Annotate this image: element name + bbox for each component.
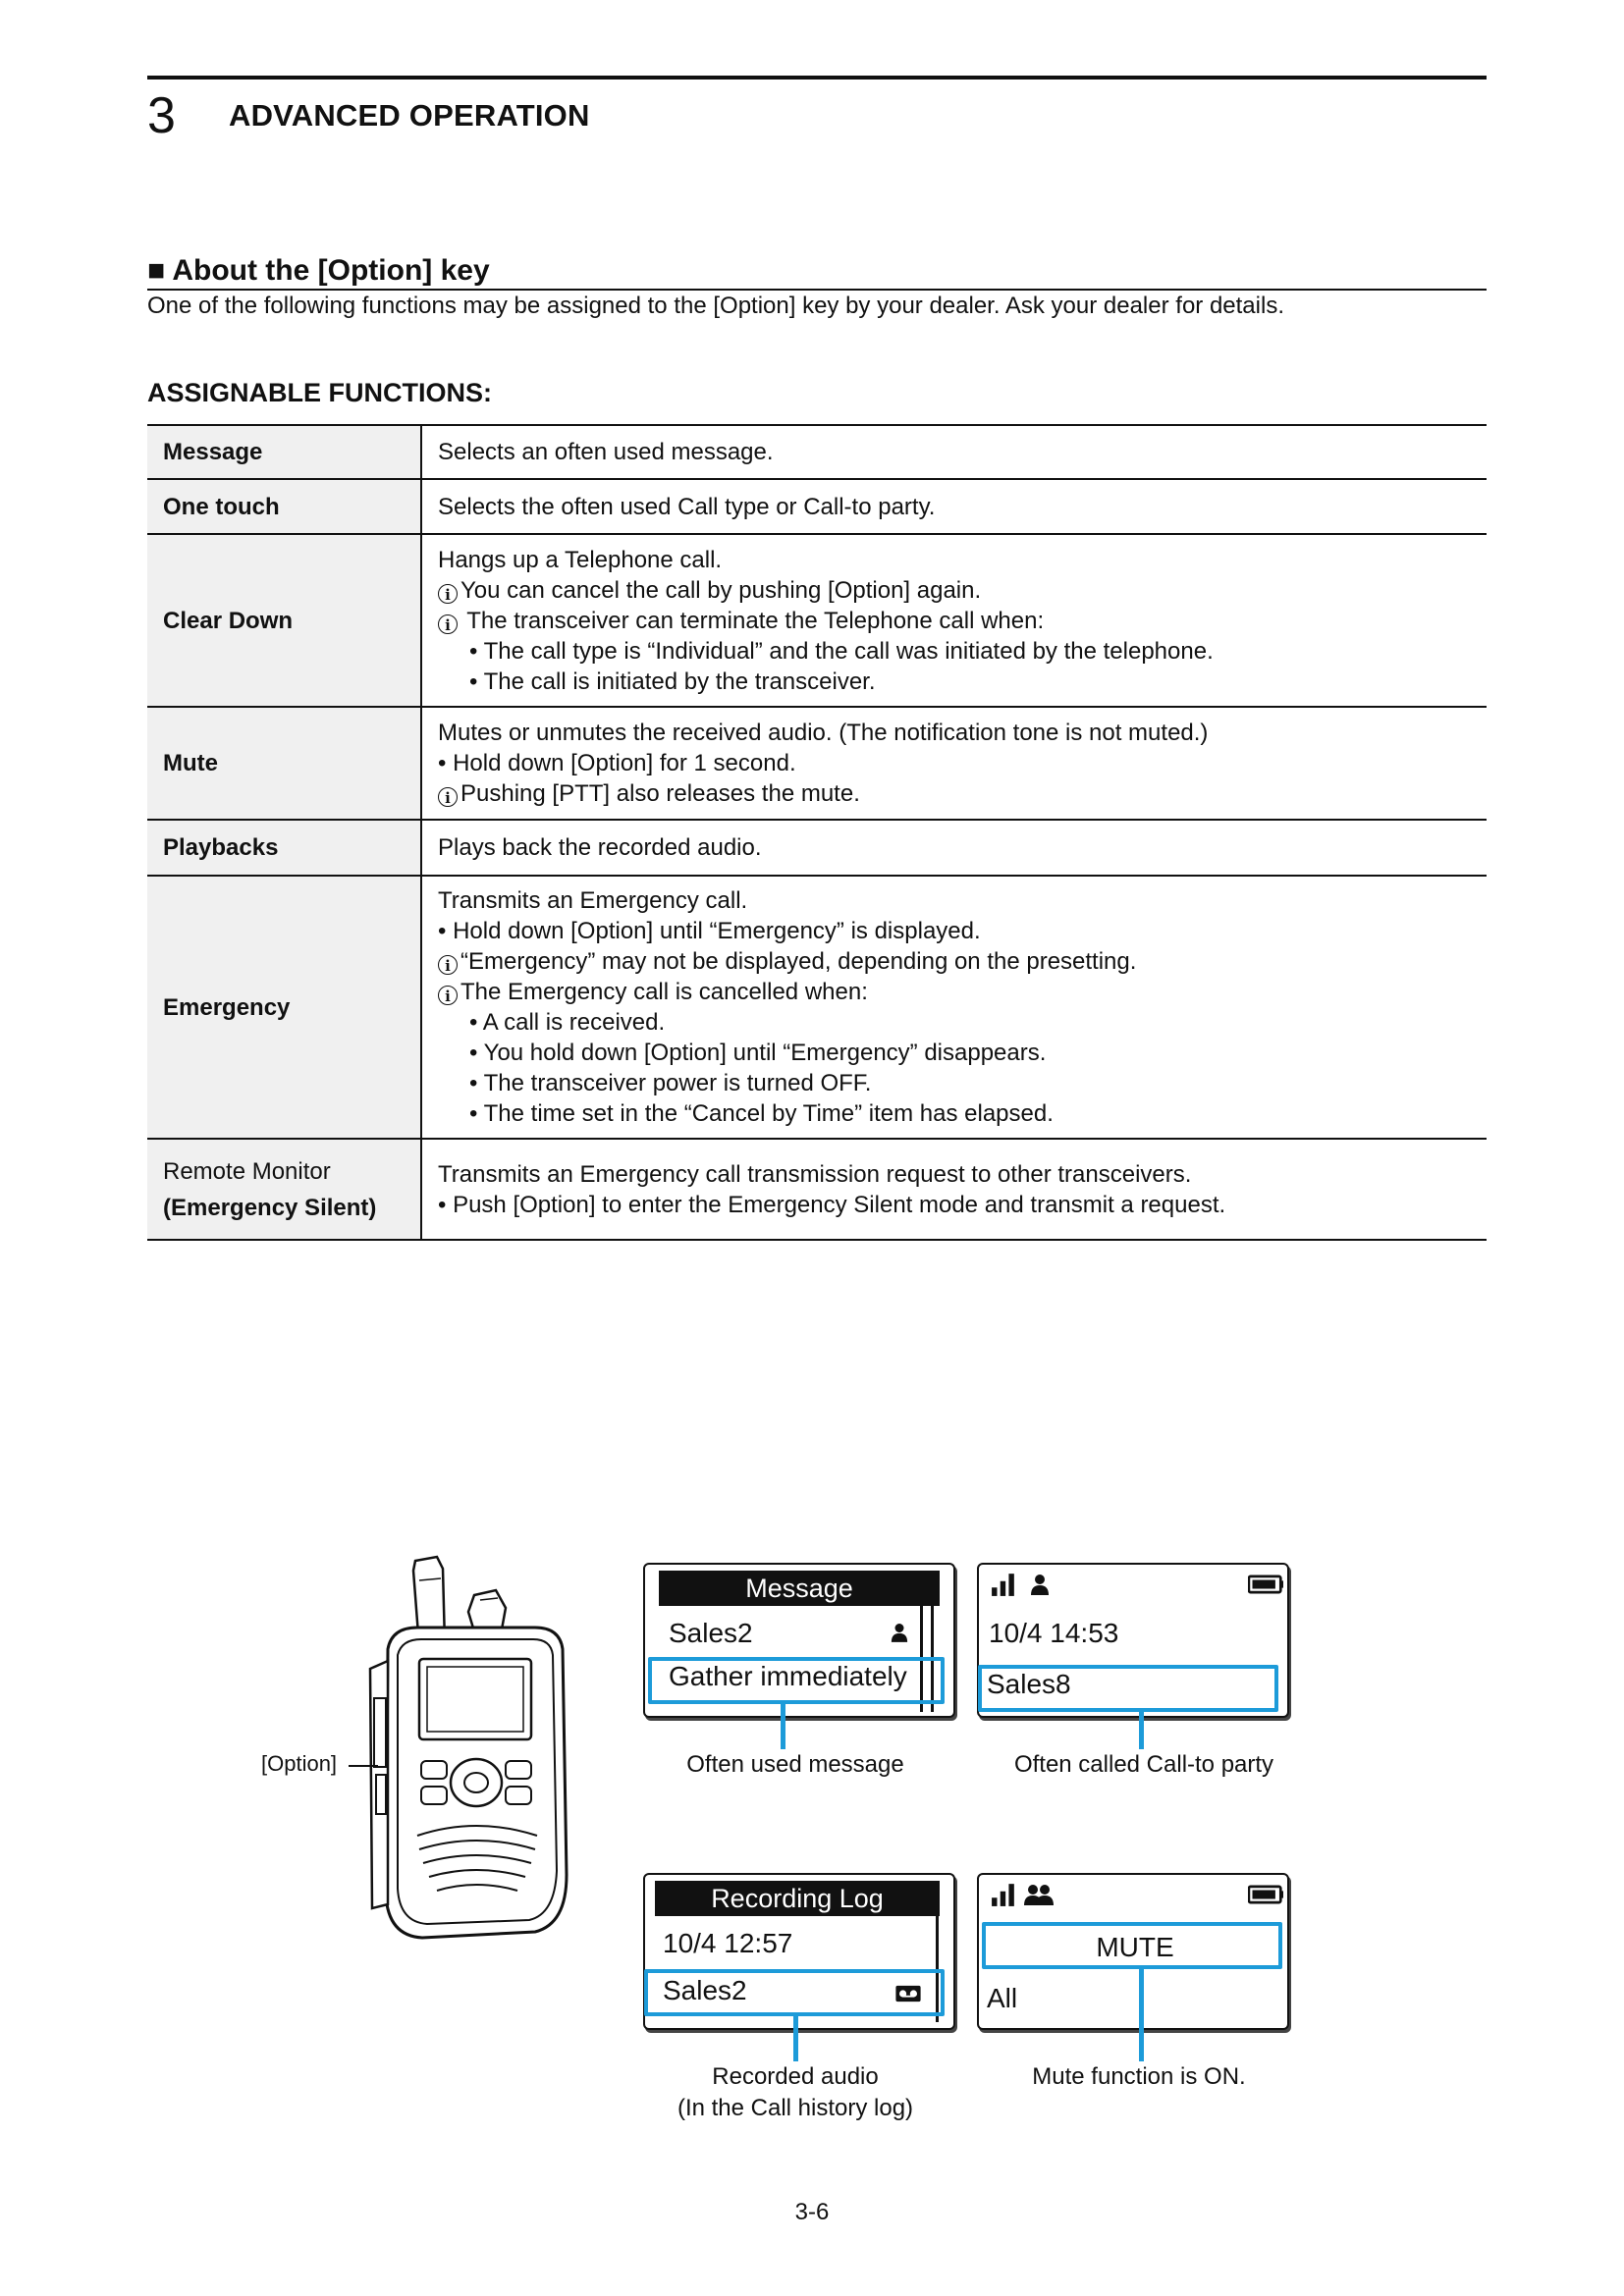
message-highlight [648,1657,945,1704]
table-row [147,479,1487,534]
chapter-number: 3 [147,87,176,144]
recording-screen-title: Recording Log [655,1881,940,1916]
message-row: Sales2 [669,1618,753,1648]
function-description: Plays back the recorded audio. [438,834,762,861]
table-row [147,534,1487,707]
function-description: Selects an often used message. [438,439,774,465]
page-number: 3-6 [794,2199,830,2225]
function-description: Transmits an Emergency call. • Hold down [Option] until “Emergency” is displayed. i “Emergency” may not be displayed, depending on the presetting. i The Emergency call is cancelled when: • A call is received. • You hold down [Option] until “Emergency” disappears. • The transceiver power is turned OFF. • The time set in the “Cancel by Time” item has elapsed. [438,887,1137,1127]
recording-highlight [644,1969,945,2016]
battery-icon [1248,1575,1283,1594]
table-row [147,425,1487,479]
info-icon: i [438,787,458,807]
message-caption: Often used message [686,1751,904,1778]
battery-icon [1248,1885,1283,1904]
onetouch-party: Sales8 [987,1669,1071,1699]
function-description: Transmits an Emergency call transmission request to other transceivers. • Push [Option] to enter the Emergency Silent mode and transmit a request. [438,1160,1226,1218]
function-description: Hangs up a Telephone call. i You can cancel the call by pushing [Option] again. i The transceiver can terminate the Telephone call when: • The call type is “Individual” and the call was initiated by the telephone. • The call is initiated by the transceiver. [438,546,1214,695]
function-name: Remote Monitor (Emergency Silent) [147,1139,421,1240]
recording-caption: Recorded audio (In the Call history log) [677,2063,914,2121]
info-icon: i [438,584,458,604]
group-icon [1024,1883,1054,1906]
recording-connector [793,2016,798,2061]
option-pointer-line [349,1765,378,1767]
section-title: ■ About the [Option] key [147,254,490,287]
table-row [147,820,1487,876]
function-name: Clear Down [147,534,421,707]
signal-icon [991,1883,1016,1906]
function-description: Selects the often used Call type or Call-to party. [438,493,936,520]
mute-highlight [982,1922,1282,1969]
message-connector [781,1704,785,1749]
section-intro: One of the following functions may be assigned to the [Option] key by your dealer. Ask your dealer for details. [147,293,1284,319]
mute-connector [1139,1969,1144,2061]
person-icon [891,1622,908,1643]
person-icon [1030,1573,1050,1596]
chapter-title: ADVANCED OPERATION [229,98,590,133]
onetouch-time: 10/4 14:53 [989,1618,1119,1648]
function-name: One touch [147,479,421,534]
function-name: Emergency [147,876,421,1139]
mute-status: MUTE [1096,1932,1174,1962]
table-row [147,707,1487,820]
table-row [147,1139,1487,1240]
function-description: Mutes or unmutes the received audio. (The notification tone is not muted.) • Hold down [Option] for 1 second. i Pushing [PTT] also releases the mute. [438,720,1209,807]
table-row [147,876,1487,1139]
option-key-label: [Option] [261,1751,338,1776]
mute-caption: Mute function is ON. [1032,2063,1246,2090]
signal-icon [991,1573,1016,1596]
onetouch-highlight [978,1665,1278,1712]
info-icon: i [438,955,458,975]
function-name: Mute [147,707,421,820]
top-rule [147,76,1487,80]
function-name: Message [147,425,421,479]
info-icon: i [438,986,458,1005]
functions-table [147,424,1487,1241]
onetouch-caption: Often called Call-to party [1013,1751,1274,1778]
onetouch-connector [1139,1712,1144,1749]
mute-group: All [987,1983,1018,2013]
message-screen-title: Message [659,1571,940,1606]
transceiver-illustration [349,1551,584,1944]
recording-time: 10/4 12:57 [663,1928,793,1958]
assignable-heading: ASSIGNABLE FUNCTIONS: [147,378,492,407]
info-icon: i [438,614,458,634]
recording-entry: Sales2 [663,1975,747,2005]
section-heading [147,254,1487,291]
message-row-selected: Gather immediately [669,1661,907,1691]
function-name: Playbacks [147,820,421,876]
